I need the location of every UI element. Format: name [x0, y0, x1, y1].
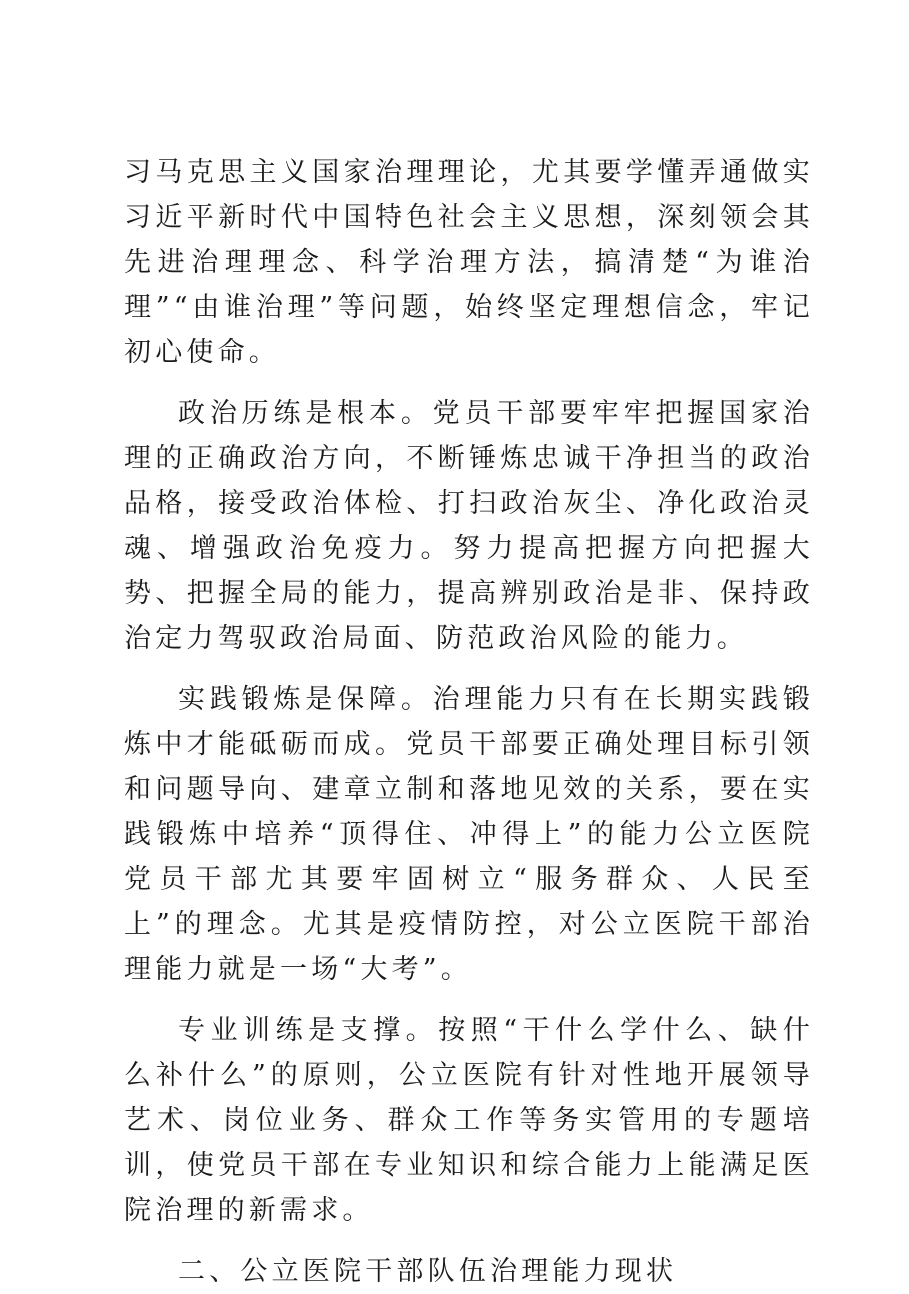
section-heading: 二、公立医院干部队伍治理能力现状 — [178, 1256, 678, 1287]
paragraph-professional-training: 专业训练是支撑。按照“干什么学什么、缺什么补什么”的原则，公立医院有针对性地开展领导艺术、岗位业务、群众工作等务实管用的专题培训，使党员干部在专业知识和综合能力上能满足医院治理的新需求。 — [124, 1015, 814, 1226]
paragraph-political-training: 政治历练是根本。党员干部要牢牢把握国家治理的正确政治方向，不断锤炼忠诚干净担当的政治品格，接受政治体检、打扫政治灰尘、净化政治灵魂、增强政治免疫力。努力提高把握方向把握大势、把握全局的能力，提高辨别政治是非、保持政治定力驾驭政治局面、防范政治风险的能力。 — [124, 398, 814, 654]
document-body — [124, 150, 814, 1294]
paragraph-practice-training: 实践锻炼是保障。治理能力只有在长期实践锻炼中才能砥砺而成。党员干部要正确处理目标引领和问题导向、建章立制和落地见效的关系，要在实践锻炼中培养“顶得住、冲得上”的能力公立医院党员干部尤其要牢固树立“服务群众、人民至上”的理念。尤其是疫情防控，对公立医院干部治理能力就是一场“大考”。 — [124, 684, 814, 985]
paragraph-continuation: 习马克思主义国家治理理论，尤其要学懂弄通做实习近平新时代中国特色社会主义思想，深刻领会其先进治理理念、科学治理方法，搞清楚“为谁治理”“由谁治理”等问题，始终坚定理想信念，牢记初心使命。 — [124, 157, 814, 368]
